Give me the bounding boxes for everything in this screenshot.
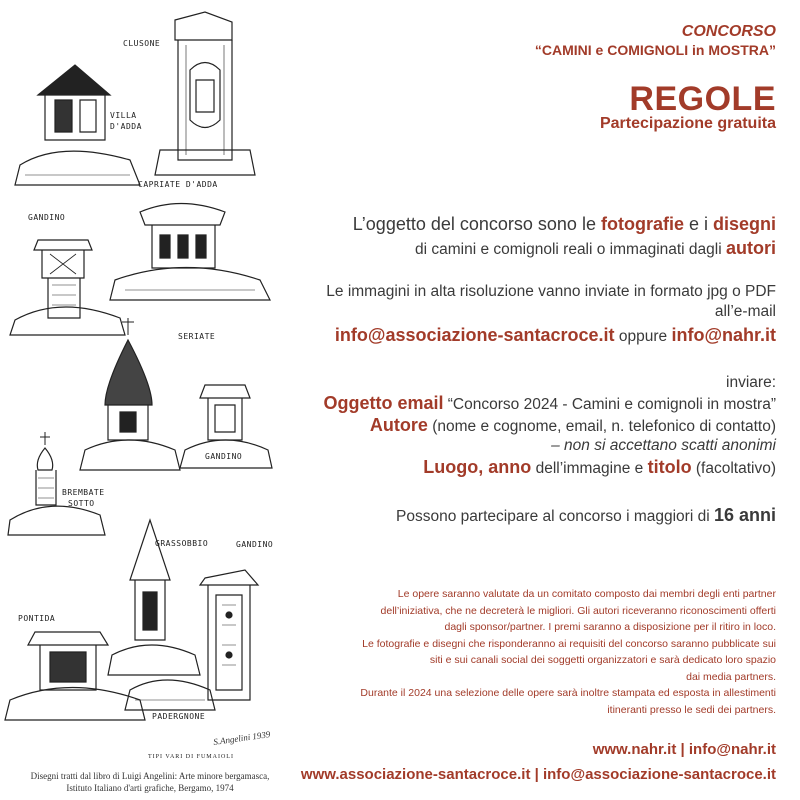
label-dadda: D'ADDA xyxy=(110,122,142,131)
inviare-label: inviare: xyxy=(726,374,776,391)
intro-line-1 xyxy=(353,214,776,234)
place-label: Luogo, anno xyxy=(423,457,532,477)
subject-line xyxy=(323,393,776,415)
artist-signature: S.Angelini 1939 xyxy=(212,729,271,747)
submission-emails xyxy=(335,325,776,347)
footer-nahr[interactable]: www.nahr.it | info@nahr.it xyxy=(592,741,776,758)
intro-line-2 xyxy=(415,238,776,260)
label-gandino-2: GANDINO xyxy=(205,452,243,461)
label-padergnone: PADERGNONE xyxy=(152,712,206,721)
note-line: dell’iniziativa, che ne decreterà le migliori. Gli autori riceveranno riconoscimenti offerti xyxy=(380,604,776,617)
contest-title: “CAMINI e COMIGNOLI in MOSTRA” xyxy=(534,42,776,58)
submission-line-2: all’e-mail xyxy=(714,303,776,320)
sketch-capriate xyxy=(110,204,270,301)
label-villa: VILLA xyxy=(110,111,137,120)
rules-column xyxy=(300,0,776,800)
chimney-illustration xyxy=(0,0,300,800)
eligibility-age: 16 anni xyxy=(713,505,776,525)
note-line: Le fotografie e disegni che risponderanno ai requisiti del concorso saranno pubblicate sui xyxy=(362,637,776,650)
note-line: Durante il 2024 una selezione delle opere sarà inoltre stampata ed esposta in allestimenti xyxy=(360,687,776,699)
sketch-pontida xyxy=(5,632,145,720)
rules-subtitle: Partecipazione gratuita xyxy=(599,115,776,132)
intro-text: e i xyxy=(683,214,713,234)
author-label: Autore xyxy=(369,415,428,435)
sketch-clusone xyxy=(155,12,255,175)
rules-title: REGOLE xyxy=(629,80,776,118)
credit-line-1: Disegni tratti dal libro di Luigi Angelini: Arte minore bergamasca, xyxy=(30,771,270,781)
place-mid: dell’immagine e xyxy=(531,460,648,477)
sketch-seriate xyxy=(80,318,180,470)
highlight-drawings: disegni xyxy=(712,214,776,234)
concorso-label: CONCORSO xyxy=(681,23,776,40)
title-label: titolo xyxy=(647,457,692,477)
sketch-gandino-1 xyxy=(10,240,125,335)
eligibility-line xyxy=(396,505,776,527)
note-line: siti e sui canali social dei soggetti organizzatori e sarà dedicato loro spazio xyxy=(429,654,776,666)
label-pontida: PONTIDA xyxy=(18,614,56,623)
eligibility-text: Possono partecipare al concorso i maggiori di xyxy=(396,508,714,525)
label-gandino-3: GANDINO xyxy=(236,540,274,549)
notes-block xyxy=(306,586,776,718)
subject-label: Oggetto email xyxy=(323,393,444,413)
highlight-authors: autori xyxy=(725,238,776,258)
label-gandino-1: GANDINO xyxy=(28,213,66,222)
subject-value: “Concorso 2024 - Camini e comignoli in mostra” xyxy=(443,396,776,413)
footer-santacroce[interactable]: www.associazione-santacroce.it | info@associazione-santacroce.it xyxy=(300,766,776,783)
label-seriate: SERIATE xyxy=(178,332,216,341)
note-line: dagli sponsor/partner. I premi saranno a disposizione per il ritiro in loco. xyxy=(444,621,776,633)
intro-text: di camini e comignoli reali o immaginati dagli xyxy=(414,241,726,258)
credit-line-2: Istituto Italiano d'arti grafiche, Bergamo, 1974 xyxy=(66,783,234,793)
sketch-padergnone xyxy=(125,680,215,710)
place-line xyxy=(423,457,776,479)
label-clusone: CLUSONE xyxy=(123,39,161,48)
no-anonymous-note: – non si accettano scatti anonimi xyxy=(551,437,776,454)
submission-line-1: Le immagini in alta risoluzione vanno inviate in formato jpg o PDF xyxy=(326,283,776,300)
sketch-gandino-3 xyxy=(200,570,258,700)
email-link-santacroce[interactable]: info@associazione-santacroce.it xyxy=(334,325,615,345)
illustration-credit xyxy=(0,770,300,794)
author-value: (nome e cognome, email, n. telefonico di contatto) xyxy=(427,418,776,435)
plate-title: TIPI VARI DI FUMAIOLI xyxy=(148,754,234,760)
label-brembate: BREMBATE xyxy=(62,488,105,497)
label-capriate: CAPRIATE D'ADDA xyxy=(138,180,218,189)
title-note: (facoltativo) xyxy=(691,460,776,477)
label-grassobbio: GRASSOBBIO xyxy=(155,539,209,548)
label-sotto: SOTTO xyxy=(68,499,95,508)
oppure-text: oppure xyxy=(614,328,672,345)
note-line: dai media partners. xyxy=(686,670,776,683)
intro-text: L’oggetto del concorso sono le xyxy=(352,214,601,234)
email-link-nahr[interactable]: info@nahr.it xyxy=(671,325,776,345)
note-line: Le opere saranno valutate da un comitato composto dai membri degli enti partner xyxy=(397,588,776,600)
chimney-sketches xyxy=(0,0,300,770)
note-line: itineranti presso le sedi dei partners. xyxy=(607,703,776,716)
author-line xyxy=(370,415,776,437)
highlight-photos: fotografie xyxy=(600,214,684,234)
